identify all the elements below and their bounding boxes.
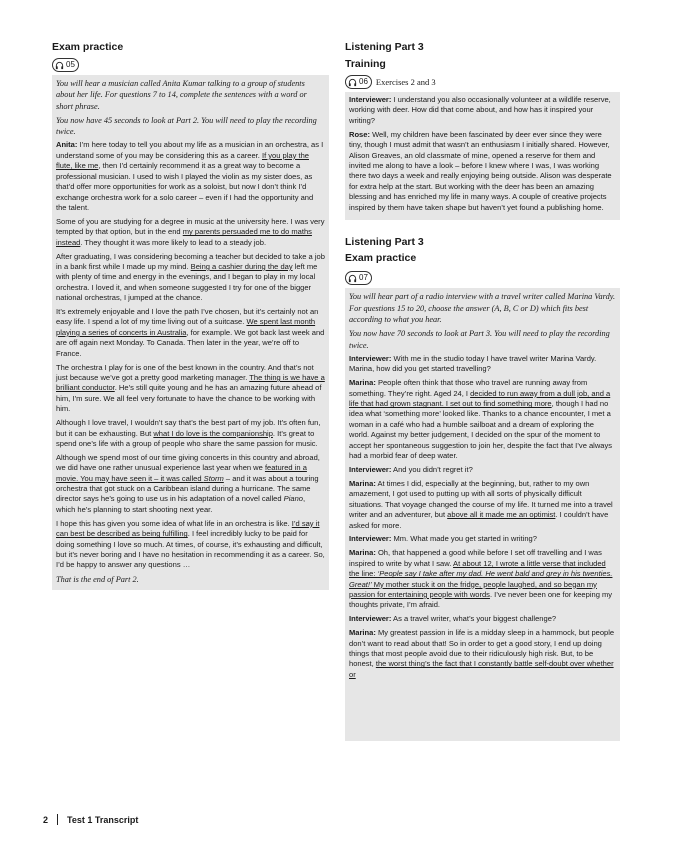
paragraph-text: People often think that those who travel are running away from something. They’re right. Aged 24, I [349, 378, 588, 398]
paragraph-text: I understand you also occasionally volunteer at a wildlife reserve, working with deer. How did that come about, and how has it inspired your writing? [349, 95, 611, 125]
speaker-label: Marina: [349, 628, 376, 638]
audio-track-badge[interactable] [345, 75, 372, 89]
transcript-paragraph [349, 95, 616, 126]
paragraph-text: Although we spend most of our time giving concerts in this country and abroad, we did have one rather unusual experience last year when we [56, 452, 320, 473]
track-marker [345, 271, 620, 285]
speaker-label: Interviewer: [349, 614, 392, 624]
answer-text: Storm [203, 473, 224, 483]
track-number: 06 [359, 77, 368, 86]
footer-label: Test 1 Transcript [67, 814, 139, 825]
answer-text: above all it made me an optimist [447, 510, 556, 520]
section-heading: Exam practice [52, 41, 124, 53]
transcript-paragraph [349, 378, 616, 461]
paragraph-text: Piano [283, 494, 303, 504]
footer-divider [57, 814, 58, 825]
transcript-paragraph [349, 479, 616, 531]
transcript-paragraph [56, 418, 325, 449]
paragraph-text: . It’s great to spend one’s life with a group of people who share the same passion for music. [56, 428, 318, 448]
paragraph-text: Some of you are studying for a degree in music at the university here. I was very tempted by that option, but in the end [56, 216, 325, 237]
paragraph-text: I hope this has given you some idea of what life in an orchestra is like. [56, 518, 292, 528]
paragraph-text: It’s extremely enjoyable and I love the path I’ve chosen, but it’s certainly not an easy life. I spend a lot of my time living out of a suitcase. [56, 307, 319, 327]
answer-text: decided to run away from a dull job, and a life that had grown stagnant. I set out to find something more [349, 388, 611, 409]
answer-text: featured in a movie. You may have seen it – it was called [56, 463, 307, 483]
page-footer [43, 814, 138, 825]
paragraph-text: As a travel writer, what’s your biggest challenge? [391, 614, 557, 624]
paragraph-text: . They thought it was more likely to lead to a steady job. [80, 237, 267, 247]
left-column [52, 40, 329, 590]
transcript-paragraph [349, 534, 616, 544]
paragraph-text: With me in the studio today I have travel writer Marina Vardy. Marina, how did you get started travelling? [349, 353, 597, 374]
transcript-paragraph [56, 519, 325, 571]
track-marker [345, 75, 620, 89]
transcript-paragraph [56, 363, 325, 415]
speaker-label: Interviewer: [349, 465, 392, 475]
paragraph-text: Well, my children have been fascinated by deer ever since they were tiny, though I must admit that wasn’t an enthusiasm I initially shared. However, Alison Greaves, an old classmate of mine, opened a reserve for them and invited me along to have a look – before I knew where I was, I was working there two days a week and really enjoying being outside. Alison was desperate for extra help at the start. But working with the deer has been an amazing blessing and has enriched my life in many ways. A couple of creative projects inspired by them have taken shape but haven’t yet found a publishing home. [349, 129, 612, 212]
paragraph-text: Oh, that happened a good while before I set off travelling and I was inspired to write by what I saw. [349, 548, 602, 568]
section-title: Listening Part 3 [345, 41, 424, 53]
instruction-text: You will hear part of a radio interview with a travel writer called Marina Vardy. For questions 15 to 20, choose the answer (A, B, C or D) which fits best according to what you hear. [349, 292, 616, 325]
transcript-paragraph [56, 252, 325, 304]
answer-text: We spent last month playing a series of concerts in Australia [56, 317, 316, 337]
answer-text: My mother stuck it on the fridge, people laughed, and so began my passion for entertaining people with words [349, 579, 597, 599]
transcript-box [345, 92, 620, 220]
page-number: 2 [43, 814, 49, 825]
section-title: Listening Part 3 [345, 236, 424, 249]
transcript-paragraph [349, 354, 616, 375]
speaker-label: Interviewer: [349, 353, 392, 363]
track-number: 07 [359, 273, 368, 283]
speaker-label: Anita: [56, 140, 78, 150]
paragraph-text: , though I had no idea what ‘something more’ looked like. Thanks to a chance encounter, I met a woman in a café who had a humble sailboat and a dream of exploring the world. Against my better judgement, I decided on the spur of the moment to accept her spontaneous suggestion to join her, despite the fact that I’ve always had a morbid fear of deep water. [349, 399, 613, 461]
transcript-body [349, 95, 616, 213]
speaker-label: Rose: [349, 129, 370, 139]
transcript-paragraph [56, 307, 325, 359]
paragraph-text: My greatest passion in life is a midday sleep in a hammock, but people don’t want to read about that! So in order to get a good story, I end up doing things that most people avoid due to their ridiculously high risk. But, to be honest, [349, 628, 615, 669]
paragraph-text: And you didn’t regret it? [391, 465, 473, 475]
transcript-paragraph [56, 140, 325, 213]
speaker-label: Marina: [349, 548, 376, 558]
paragraph-text: Although I love travel, I wouldn’t say that’s the best part of my job. It’s often fun, but it can be exhausting. But [56, 418, 321, 438]
paragraph-text: . I couldn’t have asked for more. [349, 510, 609, 530]
track-marker [52, 58, 329, 72]
paragraph-text: . I’ve never been one for keeping my thoughts private, I’m afraid. [349, 589, 613, 610]
audio-track-badge[interactable] [345, 271, 372, 285]
answer-text: The thing is we have a brilliant conductor [56, 373, 325, 393]
closing-text: That is the end of Part 2. [56, 575, 139, 585]
answer-text: Being a cashier during the day [190, 261, 293, 271]
track-label: Exercises 2 and 3 [375, 77, 436, 87]
paragraph-text: At times I did, especially at the beginning, but, rather to my own amazement, I got used to putting up with all sorts of physically difficult situations. That voyage changed the course of my life. It turned me into a travel writer and an adventurer, but [349, 478, 613, 520]
transcript-paragraph [349, 130, 616, 213]
headphones-icon [348, 274, 357, 283]
transcript-paragraph [56, 217, 325, 248]
transcript-body [56, 140, 325, 570]
instruction-text: You now have 70 seconds to look at Part 3. You will need to play the recording twice. [349, 329, 610, 350]
answer-text: I’d say it can best be described as being fulfilling [56, 518, 320, 539]
audio-track-badge[interactable] [52, 58, 79, 72]
transcript-body [349, 354, 616, 680]
transcript-box [52, 75, 329, 590]
paragraph-text: The orchestra I play for is one of the best known in the country. And that’s not just because we’ve got a pretty good marketing manager. [56, 362, 314, 383]
transcript-paragraph [349, 548, 616, 610]
paragraph-text: . I feel incredibly lucky to be paid for doing something I love so much. At times, of course, it’s exhausting and difficult, but it’s never boring and I have no hesitation in recommending it as a career. So, I’d be happy to answer any questions … [56, 529, 325, 570]
paragraph-text: – and it was about a touring orchestra that got stuck on a Caribbean island during a hurricane. The same director says he’s going to use us in his adaptation of a novel called [56, 473, 319, 504]
answer-text: my parents persuaded me to do maths instead [56, 227, 312, 247]
transcript-paragraph [349, 465, 616, 475]
speaker-label: Interviewer: [349, 95, 392, 104]
right-column [345, 40, 620, 741]
paragraph-text: , then I’d certainly recommend it as a great way to become a professional musician. I used to wish I played the violin as my sister does, as that’d offer more opportunities for work as a soloist, but now I don’t think I’d exchange orchestra work for a solo career – even if I had the opportunity and the talent. [56, 161, 314, 212]
paragraph-text: , for example. We got back last week and are off again next Monday. To Canada. Then later in the year, we’re off to France. [56, 327, 325, 358]
section-subtitle: Training [345, 58, 386, 70]
section-subtitle: Exam practice [345, 252, 417, 265]
headphones-icon [348, 78, 357, 87]
answer-text: If you play the flute, like me [56, 150, 309, 171]
headphones-icon [55, 61, 64, 70]
speaker-label: Marina: [349, 478, 376, 488]
speaker-label: Interviewer: [349, 534, 392, 544]
paragraph-text: , which he’s planning to start shooting next year. [56, 494, 306, 514]
transcript-paragraph [349, 614, 616, 624]
transcript-box [345, 288, 620, 741]
answer-text: what I do love is the companionship [153, 428, 273, 438]
paragraph-text: I’m here today to tell you about my life as a musician in an orchestra, as I understand some of you may be considering this as a career. [56, 140, 324, 160]
paragraph-text: left me with plenty of time and energy in the evenings, and I began to play in my local orchestra. I loved it, and when someone suggested I try for one of the bigger national orchestras, I jumped at the chance. [56, 261, 318, 303]
instruction-text: You now have 45 seconds to look at Part 2. You will need to play the recording twice. [56, 115, 317, 137]
transcript-paragraph [56, 453, 325, 515]
instruction-text: You will hear a musician called Anita Kumar talking to a group of students about her life. For questions 7 to 14, complete the sentences with a word or short phrase. [56, 79, 307, 111]
track-number: 05 [66, 60, 75, 69]
transcript-paragraph [349, 628, 616, 680]
speaker-label: Marina: [349, 378, 376, 388]
paragraph-text: Mm. What made you get started in writing? [391, 534, 537, 544]
paragraph-text: After graduating, I was considering becoming a teacher but decided to take a job in a bank first while I made up my mind. [56, 251, 325, 271]
answer-text: At about 12, I wrote a little verse that included the line: [349, 558, 606, 579]
answer-text: the worst thing’s the fact that I constantly battle self-doubt over whether or [349, 659, 614, 679]
answer-text: ‘People say I take after my dad. He went bald and grey in his twenties. Great!’ [349, 569, 613, 589]
paragraph-text: . He’s still quite young and he has an amazing future ahead of him, I’m sure. We all feel very fortunate to have the chance to be working with him. [56, 383, 322, 414]
